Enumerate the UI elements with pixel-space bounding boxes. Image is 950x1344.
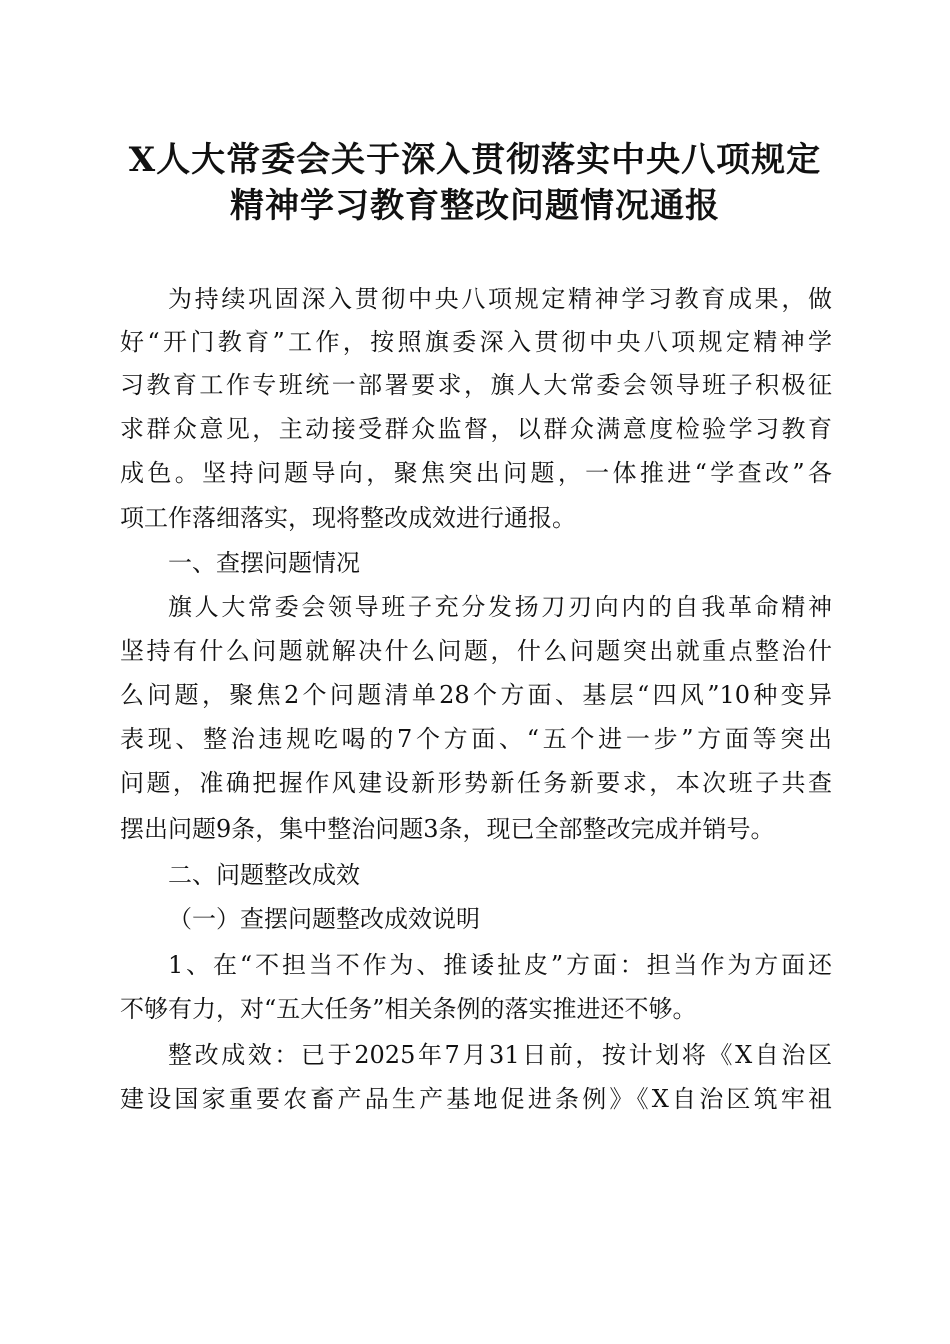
- section-1-line-6: 摆出问题9条，集中整治问题3条，现已全部整改完成并销号。: [120, 815, 775, 843]
- intro-line-1: 为持续巩固深入贯彻中央八项规定精神学习教育成果，做: [168, 285, 832, 313]
- section-1-line-2: 坚持有什么问题就解决什么问题，什么问题突出就重点整治什: [120, 637, 832, 665]
- intro-line-2: 好“开门教育”工作，按照旗委深入贯彻中央八项规定精神学: [120, 328, 832, 356]
- item-1-line-1: 1、在“不担当不作为、推诿扯皮”方面：担当作为方面还: [168, 951, 832, 979]
- section-2-heading: 二、问题整改成效: [168, 861, 360, 889]
- intro-line-3: 习教育工作专班统一部署要求，旗人大常委会领导班子积极征: [120, 371, 832, 399]
- section-1-line-3: 么问题，聚焦2个问题清单28个方面、基层“四风”10种变异: [120, 681, 832, 709]
- item-1-result-line-1: 整改成效：已于2025年7月31日前，按计划将《X自治区: [168, 1041, 832, 1069]
- item-1-line-2: 不够有力，对“五大任务”相关条例的落实推进还不够。: [120, 995, 697, 1023]
- intro-line-5: 成色。坚持问题导向，聚焦突出问题，一体推进“学查改”各: [120, 459, 832, 487]
- section-1-line-1: 旗人大常委会领导班子充分发扬刀刃向内的自我革命精神: [168, 593, 832, 621]
- section-1-line-4: 表现、整治违规吃喝的7个方面、“五个进一步”方面等突出: [120, 725, 832, 753]
- intro-line-4: 求群众意见，主动接受群众监督，以群众满意度检验学习教育: [120, 415, 832, 443]
- section-1-heading: 一、查摆问题情况: [168, 549, 360, 577]
- intro-line-6: 项工作落细落实，现将整改成效进行通报。: [120, 504, 576, 532]
- document-title-line-1: X人大常委会关于深入贯彻落实中央八项规定: [128, 140, 822, 180]
- item-1-result-line-2: 建设国家重要农畜产品生产基地促进条例》《X自治区筑牢祖: [120, 1085, 832, 1113]
- section-1-line-5: 问题，准确把握作风建设新形势新任务新要求，本次班子共查: [120, 769, 832, 797]
- subsection-1-heading: （一）查摆问题整改成效说明: [168, 905, 480, 933]
- document-title-line-2: 精神学习教育整改问题情况通报: [230, 186, 720, 226]
